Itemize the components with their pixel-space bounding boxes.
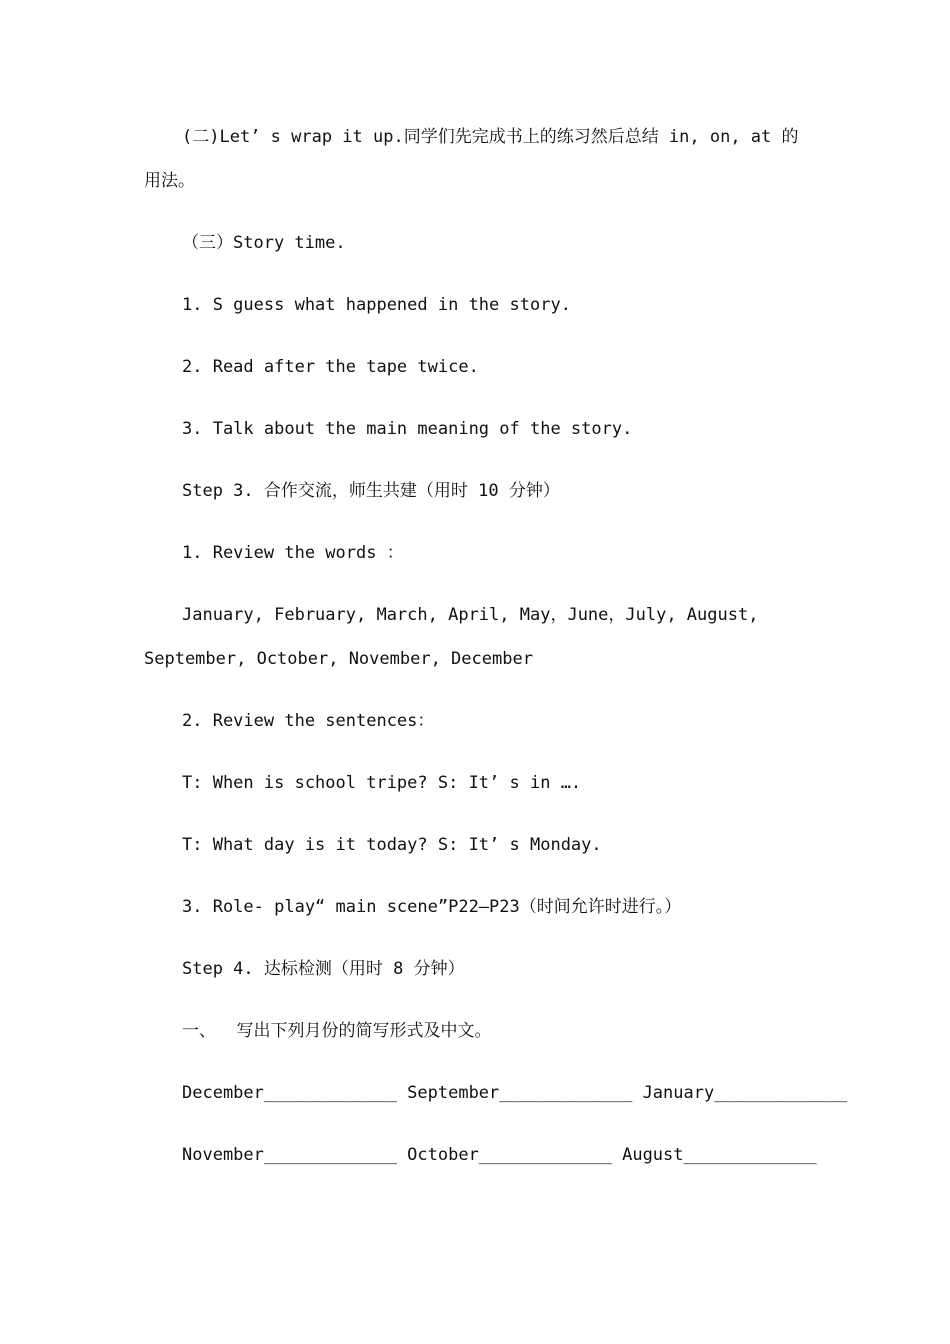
paragraph-wrap-it-up-continued: 用法。 (144, 171, 195, 191)
list-item-story-1: 1. S guess what happened in the story. (182, 295, 571, 315)
exercise-row-2: November_____________ October_____________ August_____________ (182, 1145, 817, 1165)
months-line-1: January, February, March, April, May，June，July, August, (182, 605, 759, 625)
sentence-what-day: T: What day is it today? S: It’ s Monday. (182, 835, 602, 855)
list-item-story-2: 2. Read after the tape twice. (182, 357, 479, 377)
section-story-time: （三）Story time. (182, 233, 346, 253)
months-line-2: September, October, November, December (144, 649, 533, 669)
sentence-school-trip: T: When is school tripe? S: It’ s in …. (182, 773, 582, 793)
review-words-heading: 1. Review the words ： (182, 543, 404, 563)
role-play-item: 3. Role- play“ main scene”P22—P23（时间允许时进行。） (182, 897, 682, 917)
step-4-heading: Step 4. 达标检测（用时 8 分钟） (182, 959, 465, 979)
exercise-row-1: December_____________ September_____________ January_____________ (182, 1083, 848, 1103)
step-3-heading: Step 3. 合作交流，师生共建（用时 10 分钟） (182, 481, 560, 501)
list-item-story-3: 3. Talk about the main meaning of the story. (182, 419, 633, 439)
paragraph-wrap-it-up: (二)Let’ s wrap it up.同学们先完成书上的练习然后总结 in, on, at 的 (182, 127, 799, 147)
review-sentences-heading: 2. Review the sentences： (182, 711, 435, 731)
exercise-instruction: 一、 写出下列月份的简写形式及中文。 (182, 1021, 492, 1041)
